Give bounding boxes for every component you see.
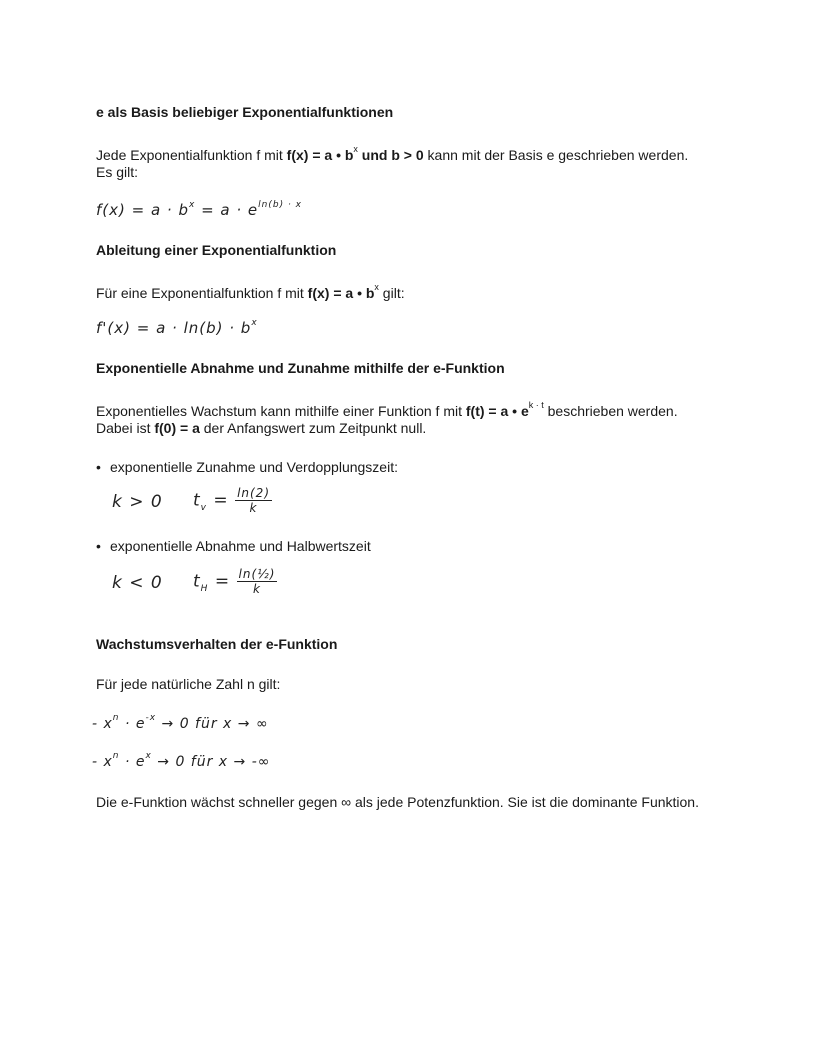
heading-wachstumsverhalten: Wachstumsverhalten der e-Funktion [96,636,338,652]
text: gilt: [378,285,405,301]
fraction [235,486,272,515]
handwritten-formula-ableitung [96,318,258,337]
paragraph-anfangswert [96,420,426,436]
exponent: x [188,200,196,210]
conclusion-text: Die e-Funktion wächst schneller gegen ∞ als jede Potenzfunktion. Sie ist die dominante Funktion. [96,794,699,810]
exponent: k · t [528,400,544,410]
formula-part: · e [119,754,146,770]
bullet-abnahme [96,538,371,554]
heading-ableitung: Ableitung einer Exponentialfunktion [96,242,337,258]
exponent: x [145,751,152,761]
exponent: x [251,318,258,328]
text: Jede Exponentialfunktion f mit [96,147,287,163]
text: beschrieben werden. [543,403,678,419]
numerator: ln(½) [238,567,276,581]
paragraph-e-basis [96,144,688,163]
formula-inline: f(x) = a • b [307,285,375,301]
paragraph-natuerliche-zahl: Für jede natürliche Zahl n gilt: [96,676,281,692]
exponent: x [374,282,379,292]
formula-part: = a · e [195,201,259,219]
text: kann mit der Basis e geschrieben werden. [423,147,689,163]
variable: t [193,490,201,511]
heading-e-basis: e als Basis beliebiger Exponentialfunktionen [96,104,394,120]
condition-k-negative: k < 0 [112,573,163,593]
formula-inline: f(x) = a • b [286,147,354,163]
formula-part: → 0 für x → -∞ [151,754,271,770]
subscript: H [200,583,209,594]
formula-inline: f(t) = a • e [465,403,529,419]
text: Exponentielles Wachstum kann mithilfe einer Funktion f mit [96,403,466,419]
condition-k-positive: k > 0 [112,492,163,512]
formula-part: · e [119,716,146,732]
paragraph-wachstum [96,400,678,419]
limit-formula-2 [92,751,270,770]
halbwertszeit-formula: $t_H$ = $\frac{\text{ln(½)}}{k}$ [193,567,276,596]
verdopplungszeit-formula: $t_v$ = $\frac{\ln(2)}{k}$ [193,486,270,515]
es-gilt-text: Es gilt: [96,164,139,180]
bullet-label: exponentielle Abnahme und Halbwertszeit [110,538,371,554]
denominator: k [249,501,258,515]
handwritten-formula-e-basis [96,200,302,219]
text: der Anfangswert zum Zeitpunkt null. [199,420,427,436]
bullet-icon: • [96,538,101,554]
exponent: -x [145,713,157,723]
fraction [237,567,278,596]
formula-part: - x [92,716,113,732]
exponent: x [353,144,358,154]
exponent: ln(b) · x [258,200,303,210]
formula-part: f(x) = a · b [96,201,189,219]
paragraph-ableitung [96,282,405,301]
numerator: ln(2) [237,486,270,500]
limit-formula-1 [92,713,269,732]
heading-abnahme-zunahme: Exponentielle Abnahme und Zunahme mithilfe der e-Funktion [96,360,505,376]
condition-inline: und b > 0 [357,147,424,163]
text: Für eine Exponentialfunktion f mit [96,285,308,301]
bullet-zunahme [96,459,398,475]
variable: t [193,571,201,592]
exponent: n [112,713,120,723]
subscript: v [200,502,207,513]
formula-part: - x [92,754,113,770]
bullet-icon: • [96,459,101,475]
formula-inline: f(0) = a [154,420,200,436]
formula-part: → 0 für x → ∞ [156,716,269,732]
text: Dabei ist [96,420,155,436]
denominator: k [253,582,261,596]
exponent: n [112,751,120,761]
bullet-label: exponentielle Zunahme und Verdopplungszeit: [110,459,398,475]
formula-part: f'(x) = a · ln(b) · b [96,319,252,337]
